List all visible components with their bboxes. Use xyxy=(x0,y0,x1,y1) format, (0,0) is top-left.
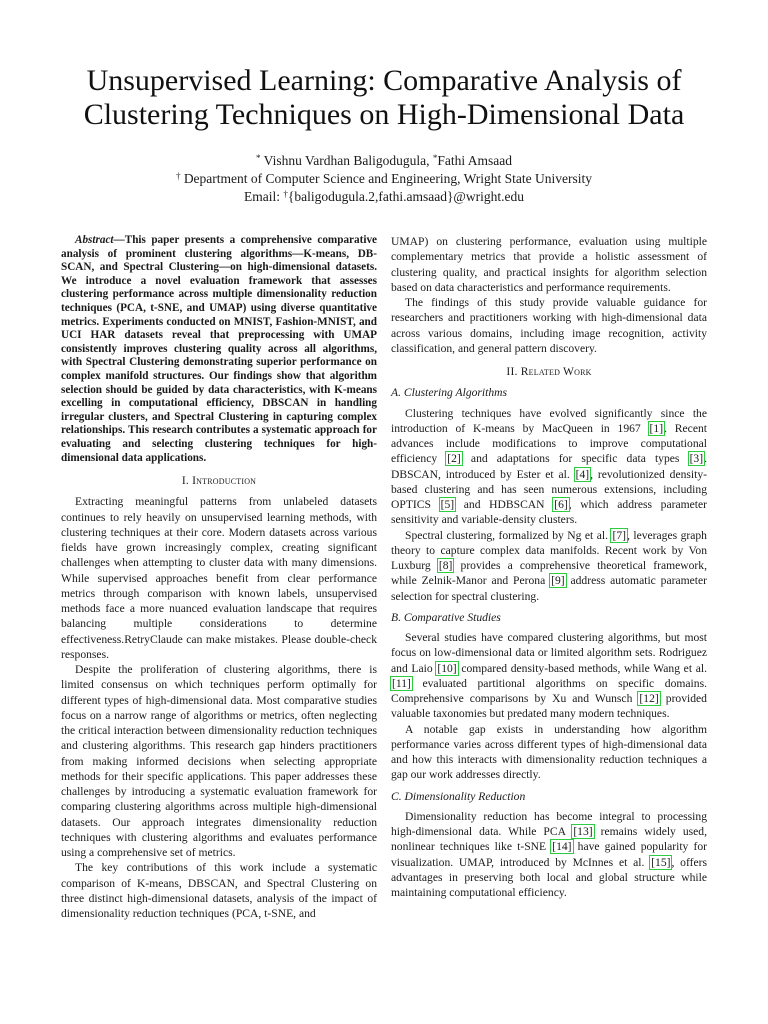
intro-paragraph: Despite the proliferation of clustering algorithms, there is limited consensus on which techniques perform optimally for different types of high-dimensional data. Most comparative studies focus on a narrow range of algorithms or metrics, often neglecting the critical interaction between dimensionality reduction techniques and clustering algorithms. This research gap hinders practitioners from making informed decisions when selecting appropriate methods for their specific applications. This paper addresses these challenges by introducing a systematic evaluation framework for comparing clustering algorithms across multiple high-dimensional datasets. Our approach integrates dimensionality reduction techniques with clustering algorithms and evaluates performance using a comprehensive set of metrics. xyxy=(61,663,377,860)
citation-link[interactable]: [4] xyxy=(575,467,590,481)
citation-link[interactable]: [7] xyxy=(612,528,626,542)
related-paragraph: Dimensionality reduction has become integral to processing high-dimensional data. While PCA [13] remains widely used, nonlinear techniques like t-SNE [14] have gained popularity for visualization. UMAP, introduced by McInnes et al. [15], offers advantages in preserving both local and global structure while maintaining computational efficiency. xyxy=(391,809,707,899)
abstract-text: —This paper presents a comprehensive comparative analysis of prominent clustering algorithms—K-means, DB-SCAN, and Spectral Clustering—on high-dimensional datasets. We introduce a novel evaluation framework that assesses clustering performance across multiple dimensionality reduction techniques (PCA, t-SNE, and UMAP) using diverse quantitative metrics. Experiments conducted on MNIST, Fashion-MNIST, and UCI HAR datasets reveal that preprocessing with UMAP consistently improves clustering quality across all algorithms, with Spectral Clustering demonstrating superior performance on complex manifold structures. Our findings show that algorithm selection should be guided by data characteristics, with K-means excelling in computational efficiency, DBSCAN in handling irregular clusters, and Spectral Clustering in capturing complex relationships. This research contributes a systematic approach for evaluating and selecting clustering techniques for high-dimensional data applications. xyxy=(61,234,377,464)
email-symbol: † xyxy=(283,189,288,199)
email-address: {baligodugula.2,fathi.amsaad}@wright.edu xyxy=(287,189,524,204)
author-block xyxy=(40,152,728,206)
intro-paragraph: Extracting meaningful patterns from unlabeled datasets continues to rely heavily on unsupervised learning methods, with clustering techniques at their core. Modern datasets across various fields have grown increasingly complex, creating significant challenges when attempting to cluster data with many dimensions. While supervised approaches benefit from clear performance metrics through comparison with known labels, unsupervised methods face a more nuanced evaluation landscape that requires balancing multiple considerations to determine effectiveness.RetryClaude can make mistakes. Please double-check responses. xyxy=(61,495,377,661)
subsection-comparative-studies: B. Comparative Studies xyxy=(391,610,501,624)
citation-link[interactable]: [5] xyxy=(440,498,455,511)
title-line-2: Clustering Techniques on High-Dimensional Data xyxy=(83,98,685,131)
contributions-continuation: UMAP) on clustering performance, evaluation using multiple complementary metrics that provide a holistic assessment of clustering quality, and practical insights for algorithm selection based on data characteristics and performance requirements. xyxy=(391,235,707,294)
subsection-clustering-algorithms: A. Clustering Algorithms xyxy=(391,386,508,400)
citation-link[interactable]: [9] xyxy=(551,574,565,588)
section-heading-related-work: II. Related Work xyxy=(506,365,592,378)
citation-link[interactable]: [11] xyxy=(392,676,411,690)
citation-link[interactable]: [10] xyxy=(437,661,457,675)
related-paragraph: Clustering techniques have evolved significantly since the introduction of K-means by MacQueen in 1967 [1]. Recent advances include modifications to improve computational efficiency [2] and adaptations for specific data types [3]. DBSCAN, introduced by Ester et al. [4], revolutionized density-based clustering and has seen numerous extensions, including OPTICS [5] and HDBSCAN [6], which address parameter sensitivity and variable-density clusters. xyxy=(391,406,708,527)
citation-link[interactable]: [8] xyxy=(438,559,453,572)
citation-link[interactable]: [3] xyxy=(689,452,704,466)
author-name-2: Fathi Amsaad xyxy=(437,153,512,168)
author-name-1: Vishnu Vardhan Baligodugula, xyxy=(263,153,430,168)
email-label: Email: xyxy=(244,189,281,204)
citation-link[interactable]: [6] xyxy=(554,498,568,511)
abstract-label: Abstract xyxy=(75,234,114,246)
citation-link[interactable]: [2] xyxy=(447,452,461,466)
subsection-dimensionality-reduction: C. Dimensionality Reduction xyxy=(391,789,526,803)
affiliation-text: Department of Computer Science and Engineering, Wright State University xyxy=(183,171,593,186)
left-column xyxy=(61,234,377,921)
citation-link[interactable]: [12] xyxy=(639,692,659,705)
citation-link[interactable]: [14] xyxy=(552,840,572,854)
citation-link[interactable]: [15] xyxy=(651,855,671,869)
affiliation-symbol: † xyxy=(175,171,181,181)
intro-paragraph: The key contributions of this work include a systematic comparison of K-means, DBSCAN, and Spectral Clustering on three distinct high-dimensional datasets, analysis of the impact of dimensionality reduction techniques (PCA, t-SNE, and xyxy=(61,861,377,921)
author-symbol: * xyxy=(256,153,261,163)
abstract xyxy=(61,234,377,465)
paper-title xyxy=(40,64,728,132)
related-paragraph: Several studies have compared clustering algorithms, but most focus on low-dimensional data or limited algorithm sets. Rodriguez and Laio [10] compared density-based methods, while Wang et al. [11] evaluated partitional algorithms on specific domains. Comprehensive comparisons by Xu and Wunsch [12] provided valuable taxonomies but predated many modern techniques. xyxy=(391,631,707,721)
citation-link[interactable]: [1] xyxy=(649,421,664,435)
related-paragraph: A notable gap exists in understanding how algorithm performance varies across different types of high-dimensional data and how this interacts with dimensionality reduction techniques a gap our work addresses directly. xyxy=(391,722,707,782)
section-heading-introduction: I. Introduction xyxy=(181,474,257,488)
title-line-1: Unsupervised Learning: Comparative Analysis of xyxy=(86,64,682,97)
author-affiliation xyxy=(40,170,728,188)
right-column xyxy=(391,234,707,900)
author-names xyxy=(40,152,728,170)
related-paragraph: Spectral clustering, formalized by Ng et al. [7], leverages graph theory to capture complex data manifolds. Recent work by Von Luxburg [8] provides a comprehensive theoretical framework, while Zelnik-Manor and Perona [9] address automatic parameter selection for spectral clustering. xyxy=(391,528,707,603)
findings-paragraph: The findings of this study provide valuable guidance for researchers and practitioners working with high-dimensional data across various domains, including image recognition, activity classification, and general pattern discovery. xyxy=(391,296,707,355)
author-email xyxy=(40,188,728,206)
citation-link[interactable]: [13] xyxy=(573,825,593,838)
author-symbol: * xyxy=(432,153,438,163)
